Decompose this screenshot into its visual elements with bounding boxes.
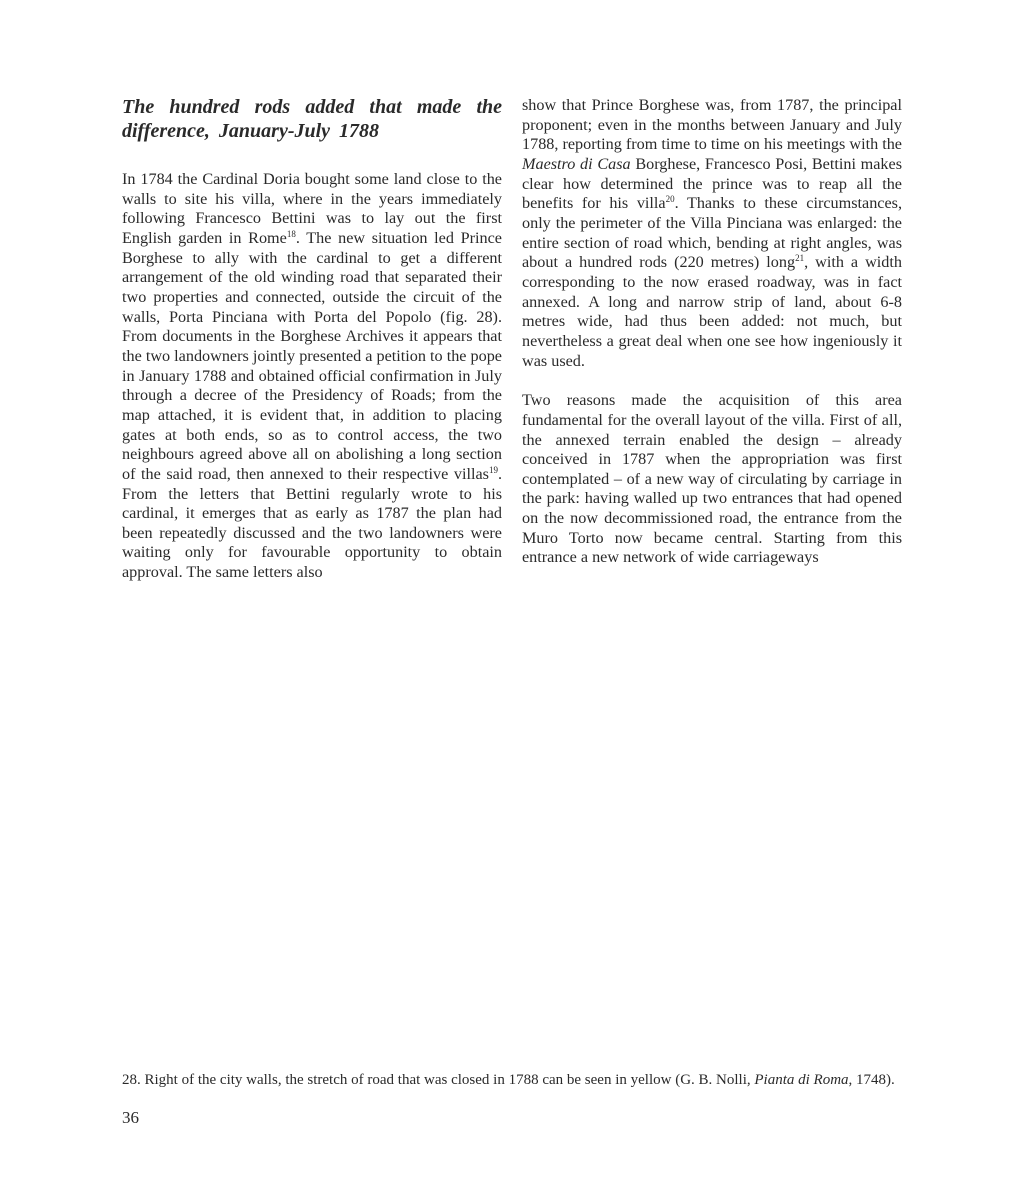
- text-run: . From the letters that Bettini regularly wrote to his cardinal, it emerges that as early as 1787 the plan had been repeatedly discussed and the two landowners were waiting only for favourable opportunity to obtain approval. The same letters also: [122, 464, 502, 582]
- caption-text: , 1748).: [848, 1072, 895, 1088]
- footnote-ref-19: 19: [488, 464, 498, 475]
- text-run: show that Prince Borghese was, from 1787, the principal proponent; even in the months between January and July 1788, reporting from time to time on his meetings with the: [522, 96, 902, 154]
- text-run: Borghese, Francesco Posi, Bettini makes clear how determined the prince was to reap all the benefits for his villa: [522, 154, 902, 213]
- right-paragraph-2: Two reasons made the acquisition of this area fundamental for the overall layout of the villa. First of all, the annexed terrain enabled the design – already conceived in 1787 when the appropriation was first contemplated – of a new way of circulating by carriage in the park: having walled up two entrances that had opened on the now decommissioned road, the entrance from the Muro Torto now became central. Starting from this entrance a new network of wide carriageways: [522, 391, 902, 567]
- right-column: [522, 96, 902, 568]
- left-paragraph-1: [122, 170, 502, 583]
- footnote-ref-21: 21: [795, 253, 805, 264]
- figure-caption: [122, 1071, 895, 1089]
- italic-term: Maestro di Casa: [522, 154, 631, 173]
- text-run: , with a width corresponding to the now erased roadway, was in fact annexed. A long and narrow strip of land, about 6-8 metres wide, had thus been added: not much, but nevertheless a great deal when one see how ingeniously it was used.: [522, 253, 902, 370]
- footnote-ref-18: 18: [286, 228, 296, 239]
- page-number: 36: [122, 1108, 139, 1127]
- caption-text: 28. Right of the city walls, the stretch of road that was closed in 1788 can be seen in yellow (G. B. Nolli,: [122, 1072, 755, 1088]
- text-run: In 1784 the Cardinal Doria bought some land close to the walls to site his villa, where in the years immediately following Francesco Bettini was to lay out the first English garden in Rome: [122, 170, 502, 247]
- text-run: . The new situation led Prince Borghese to ally with the cardinal to get a different arrangement of the old winding road that separated their two properties and connected, outside the circuit of the walls, Porta Pinciana with Porta del Popolo (fig. 28). From documents in the Borghese Archives it appears that the two landowners jointly presented a petition to the pope in January 1788 and obtained official confirmation in July through a decree of the Presidency of Roads; from the map attached, it is evident that, in addition to placing gates at both ends, so as to control access, the two neighbours agreed above all on abolishing a long section of the said road, then annexed to their respective villas: [122, 228, 502, 483]
- section-heading: The hundred rods added that made the difference, January-July 1788: [122, 96, 502, 142]
- left-column: [122, 95, 502, 583]
- caption-italic-title: Pianta di Roma: [754, 1072, 849, 1088]
- text-run: . Thanks to these circumstances, only the perimeter of the Villa Pinciana was enlarged: the entire section of road which, bending at right angles, was about a hundred rods (220 metres) long: [522, 194, 902, 272]
- footnote-ref-20: 20: [665, 194, 675, 205]
- right-paragraph-1: [522, 96, 902, 371]
